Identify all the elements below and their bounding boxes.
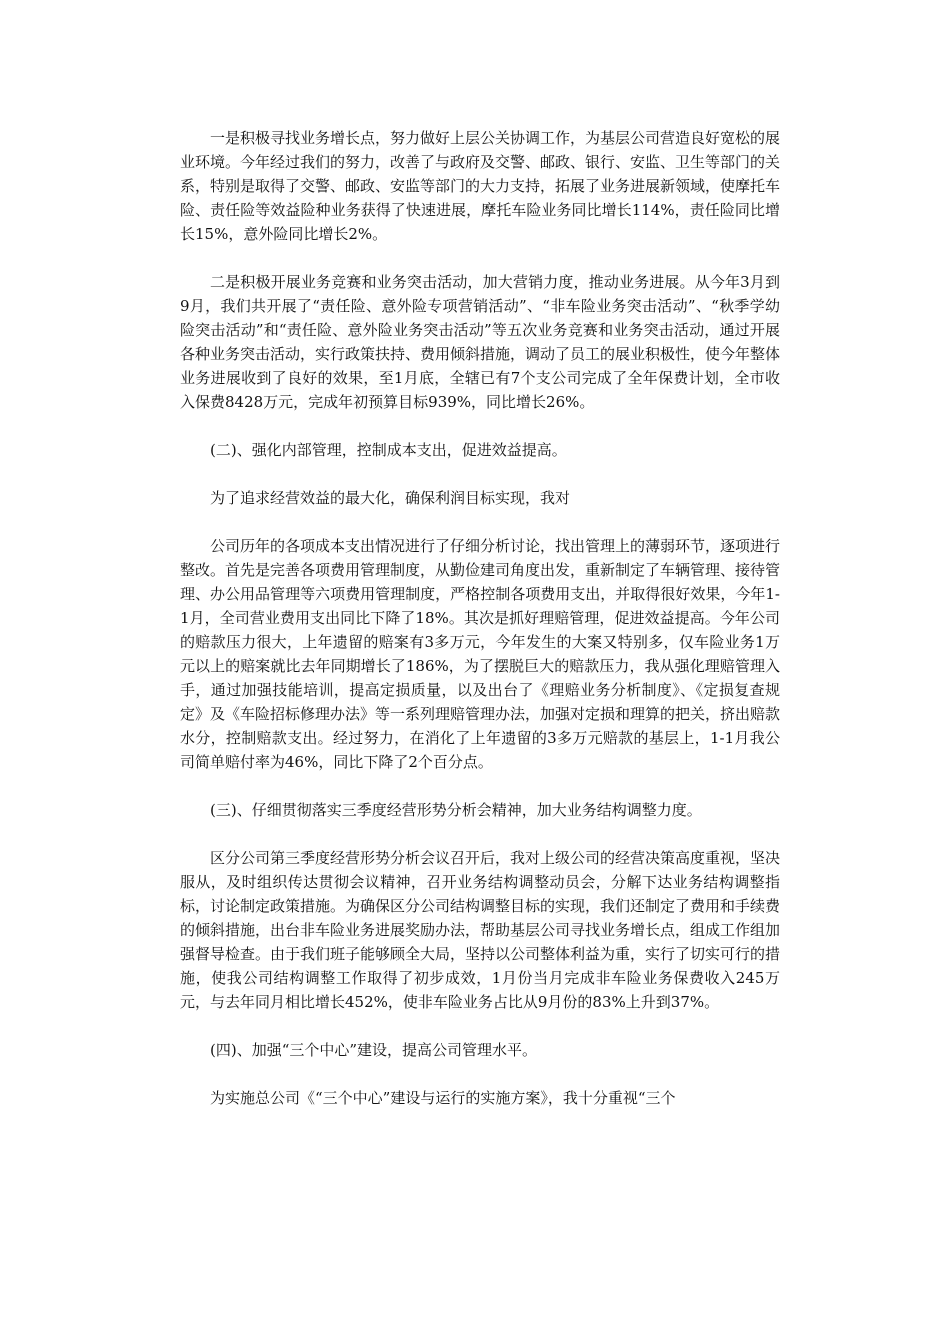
section-heading-structure-adjustment: (三)、仔细贯彻落实三季度经营形势分析会精神，加大业务结构调整力度。 — [210, 801, 702, 819]
paragraph-business-growth: 一是积极寻找业务增长点，努力做好上层公关协调工作，为基层公司营造良好宽松的展业环境。今年经过我们的努力，改善了与政府及交警、邮政、银行、安监、卫生等部门的关系，特别是取得了交警、邮政、安监等部门的大力支持，拓展了业务进展新领域，使摩托车险、责任险等效益险种业务获得了快速进展，摩托车险业务同比增长114%，责任险同比增长15%，意外险同比增长2%。 — [180, 129, 781, 243]
paragraph-three-centers: 为实施总公司《“三个中心”建设与运行的实施方案》，我十分重视“三个 — [210, 1089, 676, 1107]
paragraph-structure-adjustment: 区分公司第三季度经营形势分析会议召开后，我对上级公司的经营决策高度重视，坚决服从，及时组织传达贯彻会议精神，召开业务结构调整动员会，分解下达业务结构调整指标，讨论制定政策措施。为确保区分公司结构调整目标的实现，我们还制定了费用和手续费的倾斜措施，出台非车险业务进展奖励办法，帮助基层公司寻找业务增长点，组成工作组加强督导检查。由于我们班子能够顾全大局，坚持以公司整体利益为重，实行了切实可行的措施，使我公司结构调整工作取得了初步成效，1月份当月完成非车险业务保费收入245万元，与去年同月相比增长452%，使非车险业务占比从9月份的83%上升到37%。 — [180, 849, 781, 1011]
paragraph-sales-campaigns: 二是积极开展业务竞赛和业务突击活动，加大营销力度，推动业务进展。从今年3月到9月，我们共开展了“责任险、意外险专项营销活动”、“非车险业务突击活动”、“秋季学幼险突击活动”和“责任险、意外险业务突击活动”等五次业务竞赛和业务突击活动，通过开展各种业务突击活动，实行政策扶持、费用倾斜措施，调动了员工的展业积极性，使今年整体业务进展收到了良好的效果，至1月底，全辖已有7个支公司完成了全年保费计划，全市收入保费8428万元，完成年初预算目标939%，同比增长26%。 — [180, 273, 781, 411]
section-heading-three-centers: (四)、加强“三个中心”建设，提高公司管理水平。 — [210, 1041, 538, 1059]
paragraph-profit-goal-intro: 为了追求经营效益的最大化，确保利润目标实现，我对 — [210, 489, 571, 507]
document-body — [180, 126, 780, 1110]
paragraph-cost-control: 公司历年的各项成本支出情况进行了仔细分析讨论，找出管理上的薄弱环节，逐项进行整改。首先是完善各项费用管理制度，从勤俭建司角度出发，重新制定了车辆管理、接待管理、办公用品管理等六项费用管理制度，严格控制各项费用支出，并取得很好效果，今年1-1月，全司营业费用支出同比下降了18%。其次是抓好理赔管理，促进效益提高。今年公司的赔款压力很大，上年遗留的赔案有3多万元，今年发生的大案又特别多，仅车险业务1万元以上的赔案就比去年同期增长了186%，为了摆脱巨大的赔款压力，我从强化理赔管理入手，通过加强技能培训，提高定损质量，以及出台了《理赔业务分析制度》、《定损复查规定》及《车险招标修理办法》等一系列理赔管理办法，加强对定损和理算的把关，挤出赔款水分，控制赔款支出。经过努力，在消化了上年遗留的3多万元赔款的基层上，1-1月我公司简单赔付率为46%，同比下降了2个百分点。 — [180, 537, 781, 771]
section-heading-internal-management: (二)、强化内部管理，控制成本支出，促进效益提高。 — [210, 441, 567, 459]
